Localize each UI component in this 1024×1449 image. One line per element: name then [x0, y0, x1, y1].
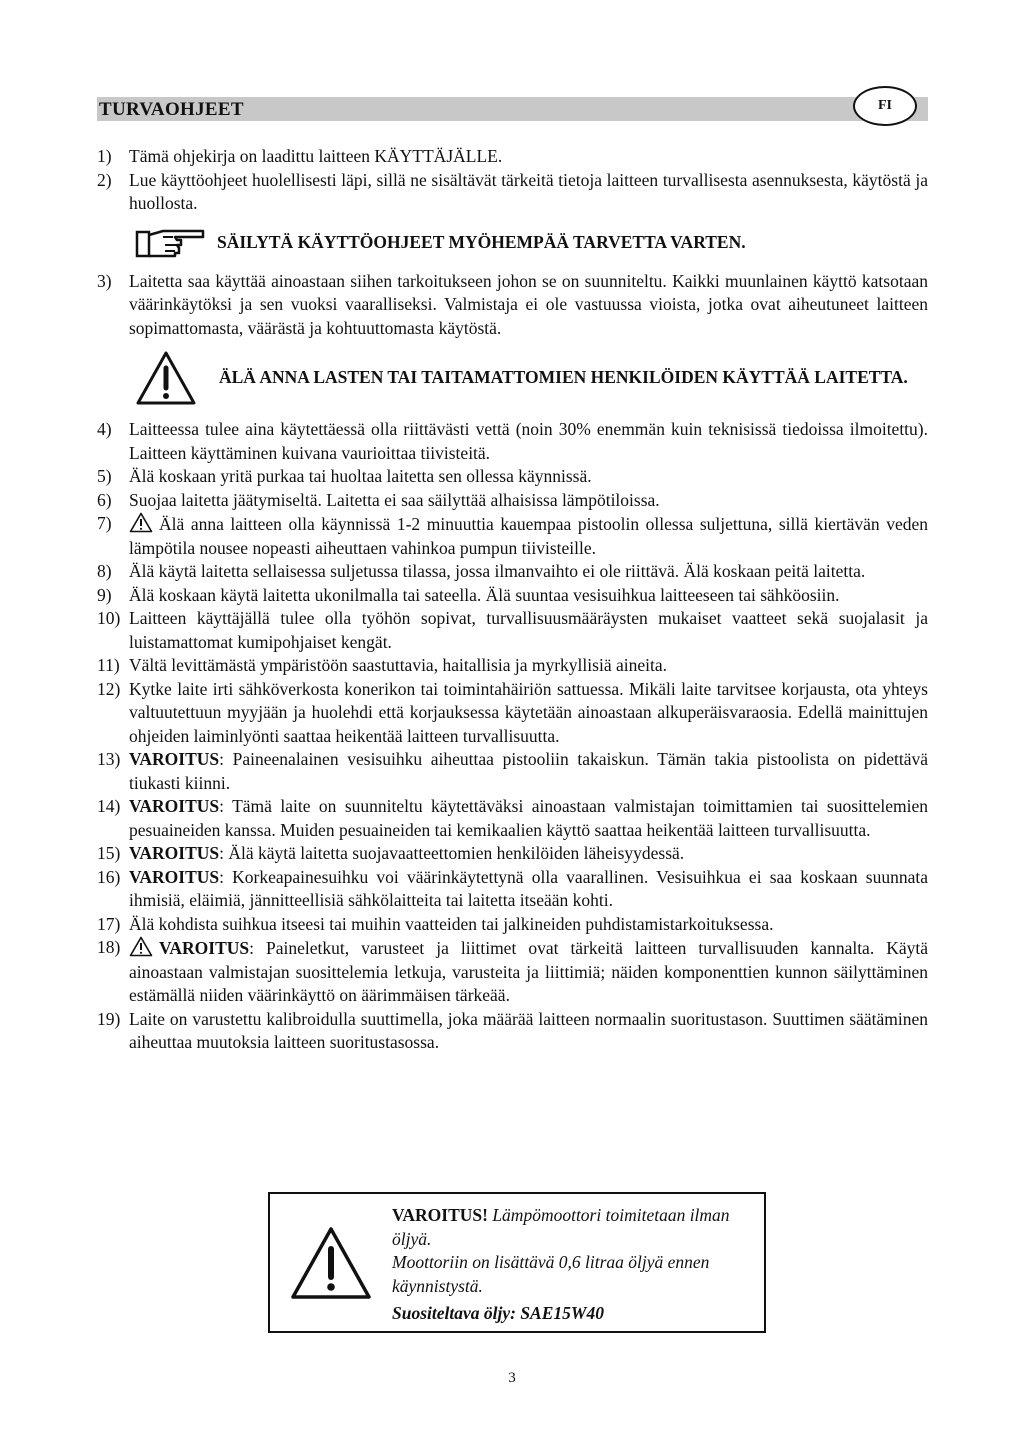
oil-warning-line2: Moottoriin on lisättävä 0,6 litraa öljyä ennen käynnistystä.: [392, 1252, 710, 1296]
safety-instructions: [97, 145, 928, 1055]
warning-triangle-icon: [129, 936, 153, 957]
list-item: 5) Älä koskaan yritä purkaa tai huoltaa laitetta sen ollessa käynnissä.: [97, 466, 592, 486]
warning-triangle-icon: [289, 1225, 373, 1301]
list-item: 15) VAROITUS: Älä käytä laitetta suojavaatteettomien henkilöiden läheisyydessä.: [97, 843, 685, 863]
warning-triangle-icon: [129, 512, 153, 533]
list-item: 19) Laite on varustettu kalibroidulla suuttimella, joka määrää laitteen normaalin suoritustason. Suuttimen säätäminen aiheuttaa muutoksia laitteen suoritustasossa.: [97, 1008, 928, 1052]
recommended-oil: Suositeltava öljy: SAE15W40: [392, 1303, 604, 1323]
list-item: 11) Vältä levittämästä ympäristöön saastuttavia, haitallisia ja myrkyllisiä aineita.: [97, 655, 667, 675]
pointing-hand-icon: [135, 226, 207, 260]
list-item: 6) Suojaa laitetta jäätymiseltä. Laitetta ei saa säilyttää alhaisissa lämpötiloissa.: [97, 489, 660, 510]
warning-triangle-icon: [135, 350, 197, 406]
list-item: 13) VAROITUS: Paineenalainen vesisuihku aiheuttaa pistooliin takaiskun. Tämän takia pistoolista on pidettävä tiukasti kiinni.: [97, 749, 928, 793]
list-item: 3) Laitetta saa käyttää ainoastaan siihen tarkoitukseen johon se on suunniteltu. Kaikki muunlainen käyttö katsotaan väärinkäytöksi ja sen vuoksi vaaralliseksi. Valmistaja ei ole vastuussa vioista, jotka ovat aiheutuneet laitteen sopimattomasta, väärästä ja kohtuuttomasta käytöstä.: [97, 270, 928, 338]
language-label: FI: [878, 98, 892, 113]
list-item: 2) Lue käyttöohjeet huolellisesti läpi, sillä ne sisältävät tärkeitä tietoja laitteen turvallisesta asennuksesta, käytöstä ja huollosta.: [97, 169, 928, 213]
list-item: 14) VAROITUS: Tämä laite on suunniteltu käytettäväksi ainoastaan valmistajan toimittamien tai suosittelemien pesuaineiden kanssa. Muiden pesuaineiden tai kemikaalien käyttö saattaa heikentää laitteen turvallisuutta.: [97, 796, 928, 840]
list-item: 12) Kytke laite irti sähköverkosta konerikon tai toimintahäiriön sattuessa. Mikäli laite tarvitsee korjausta, ota yhteys valtuutettuun myyjään ja huolehdi että korjauksessa käytetään ainoastaan alkuperäisvaraosia. Edellä mainittujen ohjeiden laiminlyönti saattaa heikentää laitteen turvallisuutta.: [97, 678, 928, 746]
keep-manual-notice: [135, 226, 928, 260]
language-badge: [853, 86, 917, 126]
list-item: 7) Älä anna laitteen olla käynnissä 1-2 minuuttia kauempaa pistoolin ollessa suljettuna, sillä kiertävän veden lämpötila nousee nopeasti aiheuttaen vahinkoa pumpun tiivisteille.: [97, 513, 928, 558]
page-title: TURVAOHJEET: [99, 99, 244, 120]
keep-manual-text: SÄILYTÄ KÄYTTÖOHJEET MYÖHEMPÄÄ TARVETTA VARTEN.: [217, 231, 746, 252]
list-item: 4) Laitteessa tulee aina käytettäessä olla riittävästi vettä (noin 30% enemmän kuin teknisissä tiedoissa ilmoitettu). Laitteen käyttäminen kuivana vaurioittaa tiivisteitä.: [97, 419, 928, 463]
children-warning: [135, 350, 928, 406]
children-warning-text: ÄLÄ ANNA LASTEN TAI TAITAMATTOMIEN HENKILÖIDEN KÄYTTÄÄ LAITETTA.: [219, 367, 908, 388]
list-item: 16) VAROITUS: Korkeapainesuihku voi väärinkäytettynä olla vaarallinen. Vesisuihkua ei saa koskaan suunnata ihmisiä, eläimiä, jännitteellisiä sähkölaitteita tai laitetta itseään kohti.: [97, 866, 928, 910]
list-item: 9) Älä koskaan käytä laitetta ukonilmalla tai sateella. Älä suuntaa vesisuihkua laitteeseen tai sähköosiin.: [97, 584, 840, 605]
list-item: 8) Älä käytä laitetta sellaisessa suljetussa tilassa, jossa ilmanvaihto ei ole riittävä. Älä koskaan peitä laitetta.: [97, 561, 866, 581]
oil-warning-line1: VAROITUS! Lämpömoottori toimitetaan ilman öljyä.: [392, 1205, 730, 1249]
page-number: 3: [508, 1370, 516, 1386]
list-item: 17) Älä kohdista suihkua itseesi tai muihin vaatteiden tai jalkineiden puhdistamistarkoituksessa.: [97, 913, 774, 934]
list-item: 10) Laitteen käyttäjällä tulee olla työhön sopivat, turvallisuusmääräysten mukaiset vaatteet sekä suojalasit ja luistamattomat kumipohjaiset kengät.: [97, 608, 928, 652]
oil-warning-box: [268, 1192, 766, 1333]
list-item: 1) Tämä ohjekirja on laadittu laitteen KÄYTTÄJÄLLE.: [97, 146, 503, 166]
list-item: 18) VAROITUS: Paineletkut, varusteet ja liittimet ovat tärkeitä laitteen turvallisuuden kannalta. Käytä ainoastaan valmistajan suosittelemia letkuja, varusteita ja liittimiä; näiden komponenttien kunnon säilyttäminen estämällä niiden väärinkäyttö on äärimmäisen tärkeää.: [97, 937, 928, 1005]
